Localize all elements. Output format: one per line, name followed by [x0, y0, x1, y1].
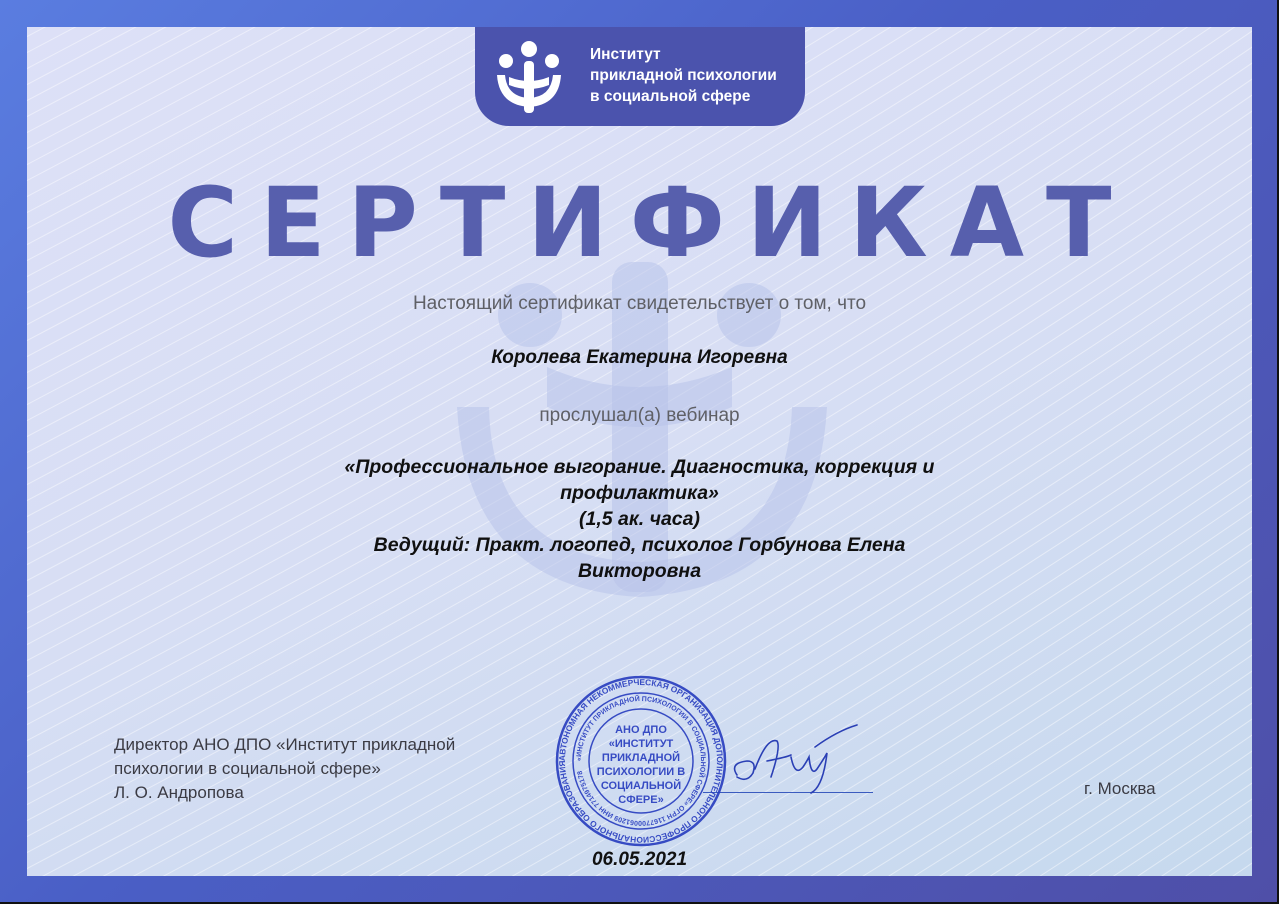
institute-name-line: в социальной сфере [590, 88, 751, 105]
institute-name [590, 44, 777, 107]
intro-text: Настоящий сертификат свидетельствует о том, что [412, 293, 867, 314]
certificate-date: 06.05.2021 [591, 849, 688, 870]
certificate-body [27, 27, 1252, 876]
director-title-line: Директор АНО ДПО «Институт прикладной [114, 735, 456, 754]
stamp-center-line: «ИНСТИТУТ [608, 738, 674, 750]
action-text: прослушал(а) вебинар [539, 405, 740, 426]
stamp-center-line: АНО ДПО [615, 724, 667, 736]
stamp-center-line: СОЦИАЛЬНОЙ [600, 780, 682, 792]
director-name: Л. О. Андропова [114, 783, 244, 802]
webinar-title-line: профилактика» [560, 482, 719, 504]
institute-name-line: прикладной психологии [590, 67, 777, 84]
institute-name-line: Институт [590, 46, 661, 63]
certificate-title: СЕРТИФИКАТ [167, 167, 1134, 279]
stamp-center-line: ПСИХОЛОГИИ В [596, 766, 686, 778]
director-title-line: психологии в социальной сфере» [114, 759, 381, 778]
director-signature-icon [707, 717, 877, 797]
institute-header-tab [475, 27, 805, 126]
stamp-inner-ring-text: «ИНСТИТУТ ПРИКЛАДНОЙ ПСИХОЛОГИИ В СОЦИАЛЬНОЙ СФЕРЕ» ОГРН 1167700061209 ИНН 7714975178 [575, 695, 707, 827]
webinar-hours: (1,5 ак. часа) [579, 508, 700, 530]
institute-psi-logo-icon [491, 39, 567, 115]
official-stamp-icon [555, 675, 727, 847]
webinar-info [27, 454, 1252, 584]
stamp-center-line: ПРИКЛАДНОЙ [601, 752, 681, 764]
stamp-outer-ring-text: АВТОНОМНАЯ НЕКОММЕРЧЕСКАЯ ОРГАНИЗАЦИЯ ДОПОЛНИТЕЛЬНОГО ПРОФЕССИОНАЛЬНОГО ОБРАЗОВАНИЯ [556, 676, 726, 846]
recipient-name: Королева Екатерина Игоревна [491, 347, 788, 368]
webinar-host-line: Викторовна [577, 560, 702, 582]
director-block [114, 733, 455, 805]
webinar-host-line: Ведущий: Практ. логопед, психолог Горбунова Елена [373, 534, 906, 556]
city-text: г. Москва [1084, 779, 1156, 798]
webinar-title-line: «Профессиональное выгорание. Диагностика, коррекция и [344, 456, 935, 478]
stamp-center-line: СФЕРЕ» [618, 794, 664, 806]
